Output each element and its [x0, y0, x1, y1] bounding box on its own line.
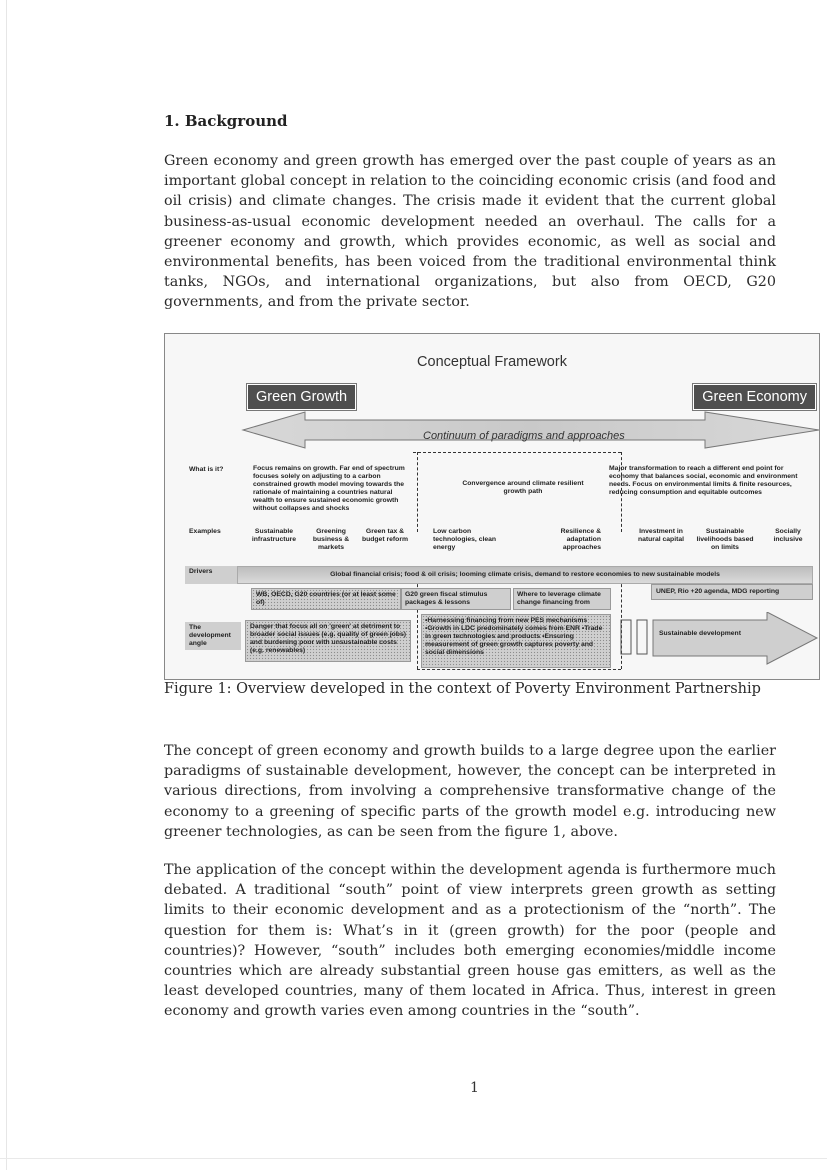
paragraph-2: The concept of green economy and growth builds to a large degree upon the earlier paradigms of sustainable development, however, the concept can be interpreted in various directions, from involving a comprehensive transformative change of the economy to a greening of specific parts of the growth model e.g. introducing new greener technologies, as can be seen from the figure 1, above.	[164, 743, 776, 840]
example-item: Investment in natural capital	[637, 528, 685, 543]
paragraph-1: Green economy and green growth has emerged over the past couple of years as an important global concept in relation to the coinciding economic crisis (and food and oil crisis) and climate changes. The crisis made it evident that the current global business-as-usual economic development needed an overhaul. The calls for a greener economy and growth, which provides economic, as well as social and environmental benefits, has been voiced from the traditional environmental think tanks, NGOs, and international organizations, but also from OECD, G20 governments, and from the private sector.	[164, 153, 776, 311]
row-label-drivers: Drivers	[185, 566, 241, 584]
dashed-border	[413, 452, 621, 453]
angle-center-text: •Harnessing financing from new PES mechanisms •Growth in LDC predominately comes from ENR •Trade in green technologies and products •Ensuring measurement of green growth captures poverty and social dimensions	[425, 617, 603, 656]
driver-box	[251, 588, 401, 610]
dashed-divider	[417, 452, 418, 532]
dashed-border	[417, 669, 621, 670]
drivers-band	[237, 566, 813, 584]
example-item: Sustainable infrastructure	[251, 528, 297, 543]
green-growth-badge: Green Growth	[247, 384, 356, 410]
sustainable-development-label: Sustainable development	[659, 630, 741, 637]
angle-box-center	[421, 614, 611, 668]
page-number: 1	[470, 1080, 479, 1096]
driver-text: UNEP, Rio +20 agenda, MDG reporting	[656, 588, 780, 595]
example-item: Low carbon technologies, clean energy	[433, 528, 497, 551]
figure-caption: Figure 1: Overview developed in the context of Poverty Environment Partnership	[164, 681, 761, 697]
driver-box	[401, 588, 511, 610]
scan-edge-bottom	[0, 1158, 827, 1159]
example-item: Socially inclusive	[773, 528, 803, 543]
what-convergence: Convergence around climate resilient growth path	[462, 480, 584, 495]
what-green-economy: Major transformation to reach a different end point for economy that balances social, economic and environment needs. Focus on environmental limits & finite resources, reducing consumption and equitable outcomes	[609, 465, 798, 496]
green-economy-badge: Green Economy	[693, 384, 816, 410]
paragraph-3: The application of the concept within the development agenda is furthermore much debated. A traditional “south” point of view interprets green growth as setting limits to their economic development and as a protectionism of the “north”. The question for them is: What’s in it (green growth) for the poor (people and countries)? However, “south” includes both emerging economies/middle income countries which are already substantial green house gas emitters, as well as the least developed countries, many of them located in Africa. Thus, interest in green economy and growth varies even among countries in the “south”.	[164, 862, 776, 1020]
conceptual-framework-figure	[164, 333, 820, 680]
row-label-examples: Examples	[189, 528, 221, 535]
example-item: Resilience & adaptation approaches	[560, 528, 601, 551]
driver-text: G20 green fiscal stimulus packages & lessons	[405, 591, 488, 606]
driver-box	[651, 584, 813, 600]
row-label-what: What is it?	[189, 466, 224, 473]
example-item: Green tax & budget reform	[361, 528, 409, 543]
scan-edge	[6, 0, 7, 1170]
continuum-label: Continuum of paradigms and approaches	[423, 430, 625, 442]
angle-left-text: Danger that focus all on 'green' at detriment to broader social issues (e.g. quality of green jobs) and burdening poor with unsustainable costs (e.g. renewables)	[250, 623, 406, 654]
driver-box	[513, 588, 611, 610]
driver-text: WB, OECD, G20 countries (or at least some of)	[256, 591, 396, 606]
drivers-band-text: Global financial crisis; food & oil crisis; looming climate crisis, demand to restore economies to new sustainable models	[330, 571, 720, 578]
driver-text: Where to leverage climate change financing from	[517, 591, 601, 606]
what-green-growth: Focus remains on growth. Far end of spectrum focuses solely on adjusting to a carbon constrained growth model moving towards the rationale of maintaining a countries natural wealth to ensure sustained economic growth without collapses and shocks	[253, 465, 405, 512]
example-item: Greening business & markets	[312, 528, 350, 551]
section-heading: 1. Background	[164, 112, 288, 130]
angle-box-left	[245, 620, 411, 662]
row-label-angle: The development angle	[185, 622, 241, 650]
example-item: Sustainable livelihoods based on limits	[696, 528, 754, 551]
figure-title: Conceptual Framework	[417, 354, 567, 370]
sustainable-development-arrow	[617, 612, 819, 668]
